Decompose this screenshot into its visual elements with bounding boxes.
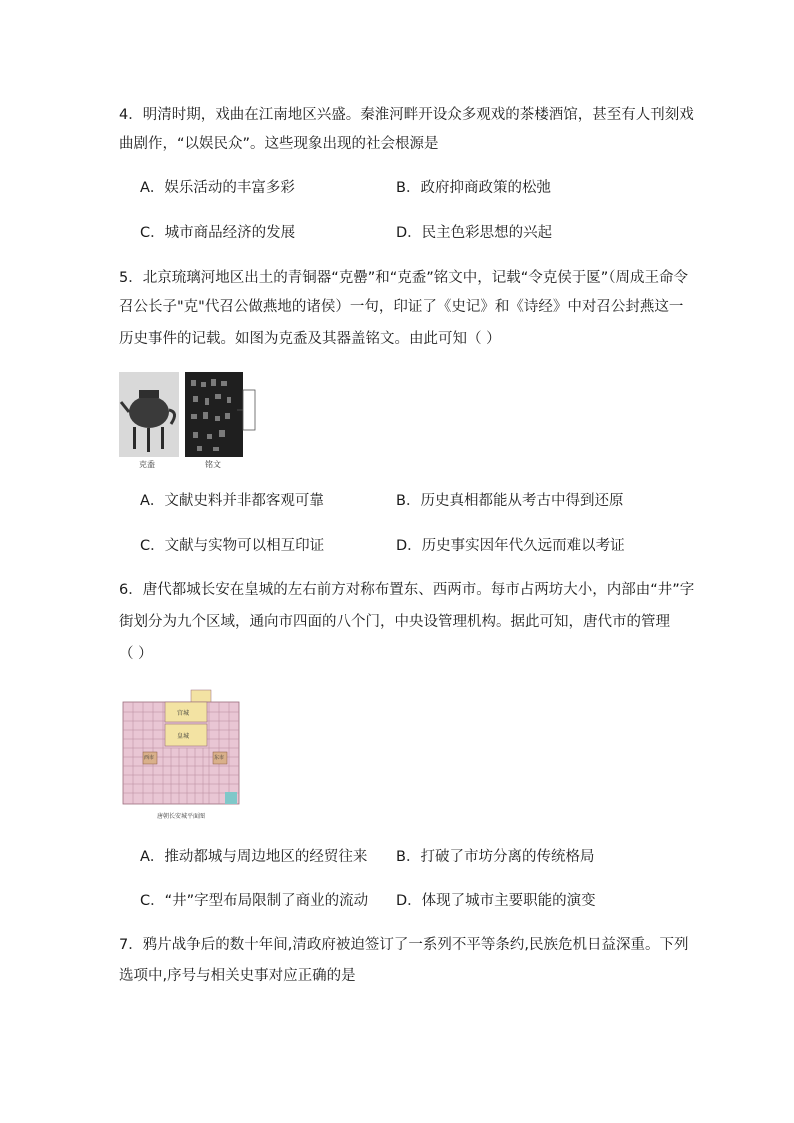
q6-line-3: （ ） xyxy=(119,646,153,662)
he-bronze-image xyxy=(119,372,259,470)
q7-line-1: 7．鸦片战争后的数十年间,清政府被迫签订了一系列不平等条约,民族危机日益深重。下列 xyxy=(119,937,689,953)
q4-option-d: D．民主色彩思想的兴起 xyxy=(396,225,553,241)
he-caption: 克盉 xyxy=(139,460,155,469)
q6-option-d: D．体现了城市主要职能的演变 xyxy=(396,893,596,909)
west-market-label: 西市 xyxy=(144,755,155,761)
q6-option-c: C．“井”字型布局限制了商业的流动 xyxy=(140,893,369,909)
q4-option-a: A．娱乐活动的丰富多彩 xyxy=(140,180,295,196)
q4-line-1: 4．明清时期，戏曲在江南地区兴盛。秦淮河畔开设众多观戏的茶楼酒馆，甚至有人刊刻戏 xyxy=(119,107,694,123)
q4-line-2: 曲剧作，“以娱民众”。这些现象出现的社会根源是 xyxy=(119,136,439,152)
q4-option-c: C．城市商品经济的发展 xyxy=(140,225,296,241)
q6-option-b: B．打破了市坊分离的传统格局 xyxy=(396,849,595,865)
q6-option-a: A．推动都城与周边地区的经贸往来 xyxy=(140,849,368,865)
q5-option-d: D．历史事实因年代久远而难以考证 xyxy=(396,538,625,554)
changan-map xyxy=(119,688,244,810)
q5-line-3: 历史事件的记载。如图为克盉及其器盖铭文。由此可知（ ） xyxy=(119,331,501,347)
inscription-caption: 铭文 xyxy=(205,460,221,469)
changan-map-figure xyxy=(119,688,244,822)
he-bronze-figure xyxy=(119,372,259,470)
q5-option-c: C．文献与实物可以相互印证 xyxy=(140,538,325,554)
east-market-label: 东市 xyxy=(214,755,225,761)
q5-line-1: 5．北京琉璃河地区出土的青铜器“克罍”和“克盉”铭文中，记载“令克侯于匽”（周成王命令 xyxy=(119,270,689,286)
q5-option-a: A．文献史料并非都客观可靠 xyxy=(140,493,324,509)
q4-option-b: B．政府抑商政策的松弛 xyxy=(396,180,551,196)
changan-map-caption: 唐朝长安城平面图 xyxy=(157,813,206,820)
q7-line-2: 选项中,序号与相关史事对应正确的是 xyxy=(119,968,356,984)
imperial-city-label: 皇城 xyxy=(177,733,190,740)
q5-line-2: 召公长子"克"代召公做燕地的诸侯）一句，印证了《史记》和《诗经》中对召公封燕这一 xyxy=(119,299,684,315)
q5-option-b: B．历史真相都能从考古中得到还原 xyxy=(396,493,624,509)
q6-line-2: 街划分为九个区域，通向市四面的八个门，中央设管理机构。据此可知，唐代市的管理 xyxy=(119,614,670,630)
q6-line-1: 6．唐代都城长安在皇城的左右前方对称布置东、西两市。每市占两坊大小，内部由“井”字 xyxy=(119,582,695,598)
palace-city-label: 宫城 xyxy=(177,710,190,717)
